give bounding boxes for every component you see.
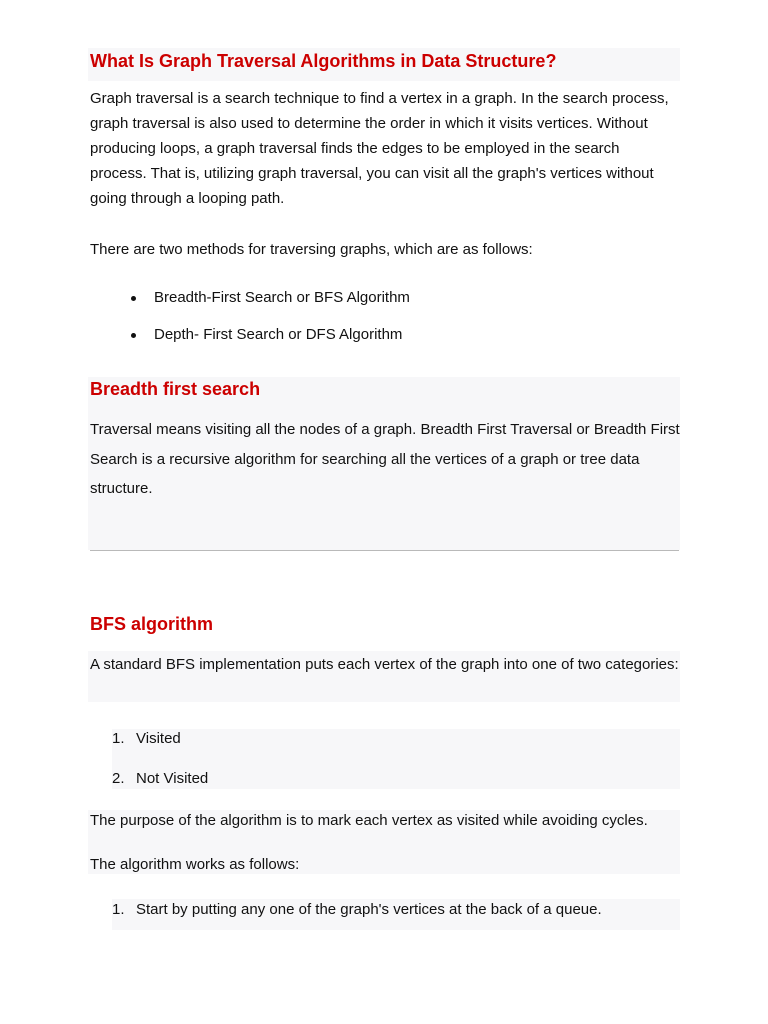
- bullet-item-bfs: Breadth-First Search or BFS Algorithm: [154, 289, 410, 306]
- bfs-algorithm-heading: BFS algorithm: [90, 614, 214, 634]
- page-title: What Is Graph Traversal Algorithms in Data Structure?: [90, 51, 557, 71]
- purpose-paragraph: The purpose of the algorithm is to mark each vertex as visited while avoiding cycles.: [90, 812, 648, 829]
- step-item-1: Start by putting any one of the graph's vertices at the back of a queue.: [136, 901, 602, 918]
- list-number: 2.: [112, 770, 125, 787]
- bfs-paragraph: Traversal means visiting all the nodes of a graph. Breadth First Traversal or Breadth First Search is a recursive algorithm for searching all the vertices of a graph or tree data structure.: [90, 421, 680, 497]
- horizontal-divider: [90, 550, 679, 551]
- bfs-heading: Breadth first search: [90, 379, 261, 399]
- bullet-dot: [131, 333, 136, 338]
- bullet-item-dfs: Depth- First Search or DFS Algorithm: [154, 326, 403, 343]
- list-item-not-visited: Not Visited: [136, 770, 209, 787]
- intro-paragraph: Graph traversal is a search technique to find a vertex in a graph. In the search process, graph traversal is also used to determine the order in which it visits vertices. Without producing loops, a graph traversal finds the edges to be employed in the search process. That is, utilizing graph traversal, you can visit all the graph's vertices without going through a looping path.: [90, 90, 669, 207]
- works-intro: The algorithm works as follows:: [90, 856, 300, 873]
- list-number: 1.: [112, 901, 125, 918]
- bfs-algorithm-paragraph: A standard BFS implementation puts each vertex of the graph into one of two categories:: [90, 656, 679, 673]
- list-item-visited: Visited: [136, 730, 181, 747]
- list-number: 1.: [112, 730, 125, 747]
- bullet-dot: [131, 296, 136, 301]
- methods-intro: There are two methods for traversing graphs, which are as follows:: [90, 241, 533, 258]
